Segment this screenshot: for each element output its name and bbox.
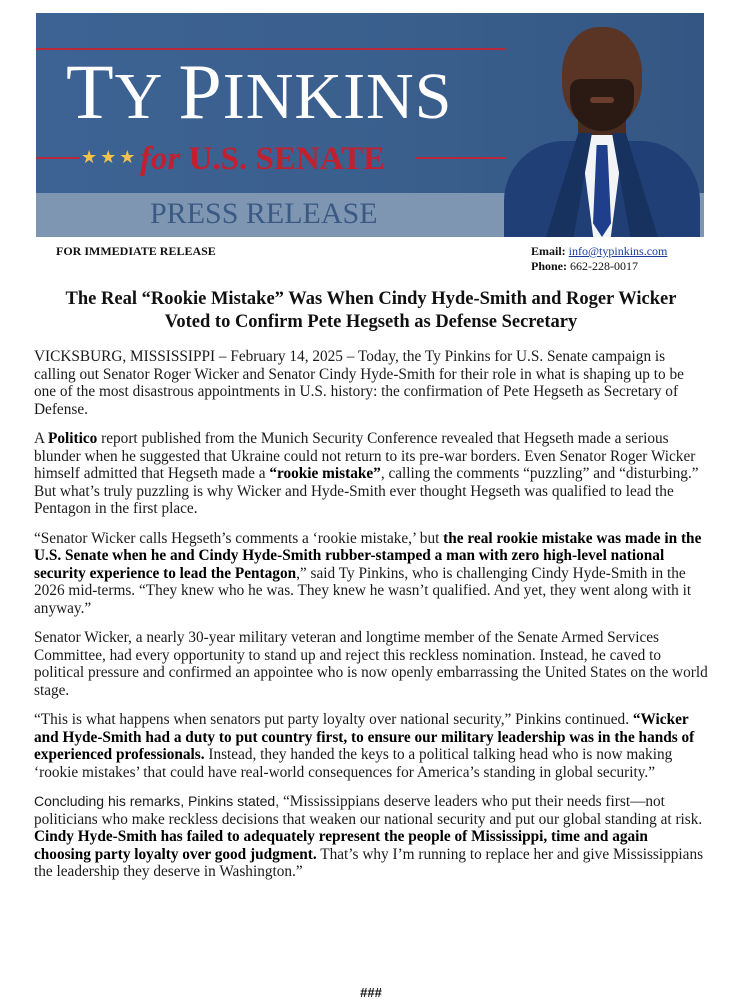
press-headline <box>36 288 706 334</box>
candidate-portrait <box>498 13 704 237</box>
end-mark: ### <box>360 985 382 1000</box>
press-body <box>34 348 708 893</box>
paragraph-wicker: Senator Wicker, a nearly 30-year military veteran and longtime member of the Senate Armed Services Committee, had every opportunity to stand up and reject this reckless nomination. Instead, he caved to political pressure and confirmed an appointee who is now openly embarrassing the United States on the world stage. <box>34 629 708 699</box>
stars-icon: ★★★ <box>81 147 139 168</box>
phone-label: Phone: <box>531 259 567 273</box>
paragraph-rookie-quote: “Senator Wicker calls Hegseth’s comments a ‘rookie mistake,’ but the real rookie mistake was made in the U.S. Senate when he and Cindy Hyde-Smith rubber-stamped a man with zero high-level national security experience to lead the Pentagon,” said Ty Pinkins, who is challenging Cindy Hyde-Smith in the 2026 mid-terms. “They knew who he was. They knew he wasn’t qualified. And yet, they went along with it anyway.” <box>34 529 702 617</box>
paragraph-dateline: VICKSBURG, MISSISSIPPI – February 14, 2025 – Today, the Ty Pinkins for U.S. Senate campaign is calling out Senator Roger Wicker and Senator Cindy Hyde-Smith for their role in what is shaping up to be one of the most disastrous appointments in U.S. history: the confirmation of Pete Hegseth as Secretary of Defense. <box>34 348 684 418</box>
release-status: FOR IMMEDIATE RELEASE <box>56 244 216 258</box>
press-release-label: PRESS RELEASE <box>150 197 378 230</box>
contact-info <box>531 244 667 274</box>
phone-number: 662-228-0017 <box>570 259 638 273</box>
headline-line-1: The Real “Rookie Mistake” Was When Cindy Hyde-Smith and Roger Wicker <box>65 289 677 309</box>
campaign-banner <box>36 13 704 237</box>
candidate-name: TY PINKINS <box>66 48 453 135</box>
banner-right-rule <box>416 157 506 159</box>
banner-left-rule <box>36 157 80 159</box>
paragraph-conclusion: Concluding his remarks, Pinkins stated, “Mississippians deserve leaders who put their needs first—not politicians who make reckless decisions that weaken our national security and put our global standing at risk. Cindy Hyde-Smith has failed to adequately represent the people of Mississippi, time and again choosing party loyalty over good judgment. That’s why I’m running to replace her and give Mississippians the leadership they deserve in Washington.” <box>34 793 704 880</box>
email-link[interactable]: info@typinkins.com <box>568 244 668 258</box>
paragraph-party-loyalty: “This is what happens when senators put party loyalty over national security,” Pinkins continued. “Wicker and Hyde-Smith had a duty to put country first, to ensure our military leadership was in the hands of experienced professionals. Instead, they handed the keys to a political talking head who is now making ‘rookie mistakes’ that could have real-world consequences for America’s standing in global security.” <box>34 711 695 781</box>
paragraph-politico: A Politico report published from the Munich Security Conference revealed that Hegseth made a serious blunder when he suggested that Ukraine could not return to its pre-war borders. Even Senator Roger Wicker himself admitted that Hegseth made a “rookie mistake”, calling the comments “puzzling” and “disturbing.” But what’s truly puzzling is why Wicker and Hyde-Smith ever thought Hegseth was qualified to lead the Pentagon in the first place. <box>34 430 699 517</box>
campaign-office: for U.S. SENATE <box>140 141 386 177</box>
email-label: Email: <box>531 244 566 258</box>
headline-line-2: Voted to Confirm Pete Hegseth as Defense Secretary <box>164 312 578 332</box>
